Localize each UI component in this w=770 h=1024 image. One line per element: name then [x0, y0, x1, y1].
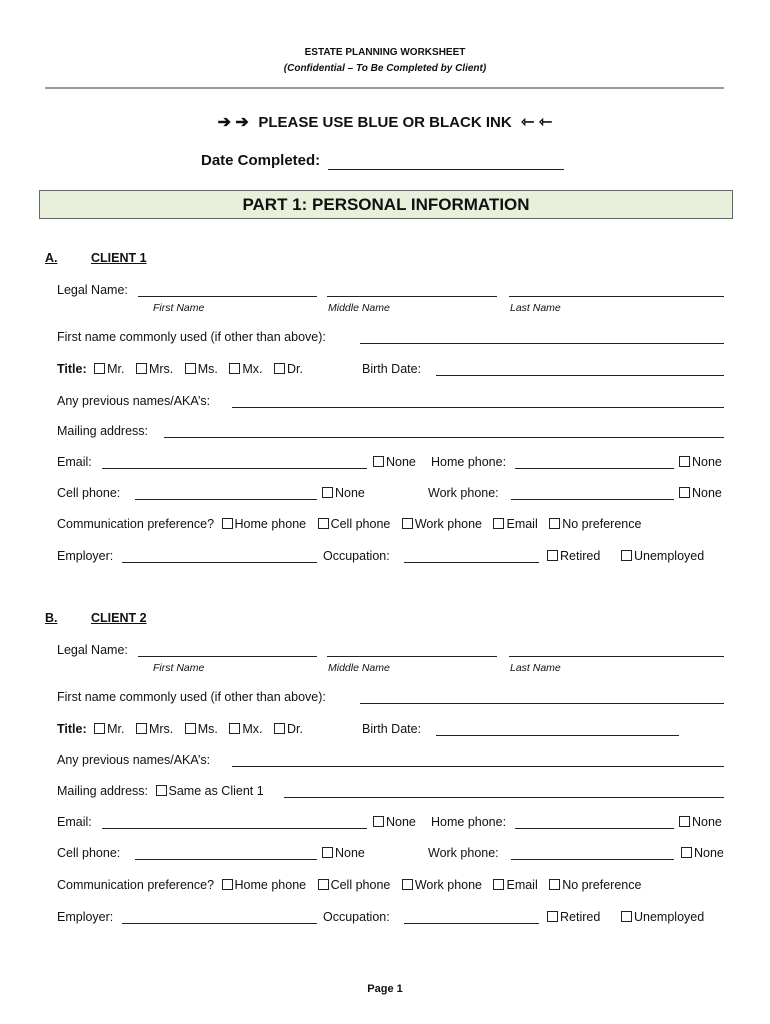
client2-employer-field[interactable]: [122, 923, 317, 924]
client2-comm-pref-row: [57, 878, 641, 892]
client2-letter: B.: [45, 611, 58, 625]
client1-title-row: [57, 362, 311, 376]
title-ms-option[interactable]: Ms.: [185, 722, 218, 736]
title-mrs-option[interactable]: Mrs.: [136, 362, 173, 376]
page-number: Page 1: [367, 983, 403, 995]
title-label: Title:: [57, 722, 87, 736]
checkbox-icon: [373, 816, 384, 827]
occupation-label: Occupation:: [323, 910, 390, 924]
client1-comm-pref-row: [57, 517, 641, 531]
checkbox-icon: [549, 518, 560, 529]
date-completed-label: Date Completed:: [201, 152, 321, 169]
client2-mailing-row: [57, 784, 264, 798]
header-divider: [45, 87, 724, 89]
client1-email-none-option[interactable]: None: [373, 455, 416, 469]
mailing-label: Mailing address:: [57, 784, 149, 798]
checkbox-icon: [156, 785, 167, 796]
checkbox-icon: [136, 723, 147, 734]
checkbox-icon: [274, 723, 285, 734]
checkbox-icon: [318, 518, 329, 529]
checkbox-icon: [679, 487, 690, 498]
client1-letter: A.: [45, 251, 58, 265]
pref-home-option[interactable]: Home phone: [222, 517, 307, 531]
client2-title-row: [57, 722, 311, 736]
first-name-caption: First Name: [153, 662, 205, 674]
pref-cell-option[interactable]: Cell phone: [318, 878, 391, 892]
checkbox-icon: [493, 879, 504, 890]
client2-work-phone-field[interactable]: [511, 859, 674, 860]
title-mx-option[interactable]: Mx.: [229, 722, 262, 736]
checkbox-icon: [679, 456, 690, 467]
client1-work-phone-field[interactable]: [511, 499, 674, 500]
client2-email-none-option[interactable]: None: [373, 815, 416, 829]
title-label: Title:: [57, 362, 87, 376]
last-name-caption: Last Name: [510, 662, 561, 674]
checkbox-icon: [322, 487, 333, 498]
checkbox-icon: [402, 518, 413, 529]
pref-cell-option[interactable]: Cell phone: [318, 517, 391, 531]
pref-home-option[interactable]: Home phone: [222, 878, 307, 892]
last-name-caption: Last Name: [510, 302, 561, 314]
title-mr-option[interactable]: Mr.: [94, 362, 124, 376]
left-arrows-icon: ⇽ ⇽: [521, 114, 553, 131]
ink-instruction-text: PLEASE USE BLUE OR BLACK INK: [258, 114, 512, 131]
client2-common-name-field[interactable]: [360, 703, 724, 704]
client1-first-name-field[interactable]: [138, 296, 317, 297]
right-arrows-icon: ➔ ➔: [217, 114, 249, 131]
client2-home-phone-field[interactable]: [515, 828, 674, 829]
checkbox-icon: [493, 518, 504, 529]
client2-birth-date-field[interactable]: [436, 735, 679, 736]
client2-occupation-field[interactable]: [404, 923, 539, 924]
title-dr-option[interactable]: Dr.: [274, 362, 303, 376]
home-phone-label: Home phone:: [431, 455, 507, 469]
middle-name-caption: Middle Name: [328, 662, 390, 674]
checkbox-icon: [549, 879, 560, 890]
client1-retired-option[interactable]: Retired: [547, 549, 600, 563]
work-phone-label: Work phone:: [428, 486, 499, 500]
same-as-client1-option[interactable]: Same as Client 1: [156, 784, 264, 798]
checkbox-icon: [222, 879, 233, 890]
client1-common-name-field[interactable]: [360, 343, 724, 344]
title-mx-option[interactable]: Mx.: [229, 362, 262, 376]
client2-cell-none-option[interactable]: None: [322, 846, 365, 860]
checkbox-icon: [318, 879, 329, 890]
home-phone-label: Home phone:: [431, 815, 507, 829]
pref-none-option[interactable]: No preference: [549, 517, 641, 531]
checkbox-icon: [621, 550, 632, 561]
aka-label: Any previous names/AKA’s:: [57, 394, 211, 408]
checkbox-icon: [274, 363, 285, 374]
title-mrs-option[interactable]: Mrs.: [136, 722, 173, 736]
common-name-label: First name commonly used (if other than above):: [57, 690, 326, 704]
worksheet-title: ESTATE PLANNING WORKSHEET: [304, 47, 466, 58]
client1-last-name-field[interactable]: [509, 296, 724, 297]
pref-work-option[interactable]: Work phone: [402, 878, 482, 892]
checkbox-icon: [681, 847, 692, 858]
client1-cell-phone-field[interactable]: [135, 499, 317, 500]
checkbox-icon: [402, 879, 413, 890]
legal-name-label: Legal Name:: [57, 283, 128, 297]
pref-work-option[interactable]: Work phone: [402, 517, 482, 531]
checkbox-icon: [679, 816, 690, 827]
client1-cell-none-option[interactable]: None: [322, 486, 365, 500]
checkbox-icon: [229, 723, 240, 734]
client2-first-name-field[interactable]: [138, 656, 317, 657]
client1-birth-date-field[interactable]: [436, 375, 724, 376]
checkbox-icon: [373, 456, 384, 467]
checkbox-icon: [222, 518, 233, 529]
employer-label: Employer:: [57, 549, 114, 563]
checkbox-icon: [322, 847, 333, 858]
client2-home-none-option[interactable]: None: [679, 815, 722, 829]
comm-pref-label: Communication preference?: [57, 517, 215, 531]
client2-heading: CLIENT 2: [91, 611, 147, 625]
legal-name-label: Legal Name:: [57, 643, 128, 657]
first-name-caption: First Name: [153, 302, 205, 314]
email-label: Email:: [57, 815, 92, 829]
comm-pref-label: Communication preference?: [57, 878, 215, 892]
work-phone-label: Work phone:: [428, 846, 499, 860]
client2-unemployed-option[interactable]: Unemployed: [621, 910, 704, 924]
cell-phone-label: Cell phone:: [57, 486, 121, 500]
mailing-label: Mailing address:: [57, 424, 149, 438]
cell-phone-label: Cell phone:: [57, 846, 121, 860]
client2-middle-name-field[interactable]: [327, 656, 497, 657]
checkbox-icon: [185, 363, 196, 374]
client2-work-none-option[interactable]: None: [681, 846, 724, 860]
title-mr-option[interactable]: Mr.: [94, 722, 124, 736]
checkbox-icon: [621, 911, 632, 922]
client1-work-none-option[interactable]: None: [679, 486, 722, 500]
birth-date-label: Birth Date:: [362, 722, 422, 736]
checkbox-icon: [547, 911, 558, 922]
pref-email-option[interactable]: Email: [493, 517, 537, 531]
date-completed-field[interactable]: [328, 169, 564, 170]
client1-middle-name-field[interactable]: [327, 296, 497, 297]
employer-label: Employer:: [57, 910, 114, 924]
email-label: Email:: [57, 455, 92, 469]
aka-label: Any previous names/AKA’s:: [57, 753, 211, 767]
occupation-label: Occupation:: [323, 549, 390, 563]
middle-name-caption: Middle Name: [328, 302, 390, 314]
client1-aka-field[interactable]: [232, 407, 724, 408]
client1-home-none-option[interactable]: None: [679, 455, 722, 469]
ink-instruction: [0, 112, 770, 132]
pref-email-option[interactable]: Email: [493, 878, 537, 892]
checkbox-icon: [229, 363, 240, 374]
client1-home-phone-field[interactable]: [515, 468, 674, 469]
client2-last-name-field[interactable]: [509, 656, 724, 657]
common-name-label: First name commonly used (if other than above):: [57, 330, 326, 344]
checkbox-icon: [94, 363, 105, 374]
part1-title: PART 1: PERSONAL INFORMATION: [242, 195, 530, 214]
birth-date-label: Birth Date:: [362, 362, 422, 376]
checkbox-icon: [136, 363, 147, 374]
title-ms-option[interactable]: Ms.: [185, 362, 218, 376]
worksheet-subtitle: (Confidential – To Be Completed by Client): [283, 63, 487, 74]
part1-banner: [39, 190, 733, 219]
checkbox-icon: [185, 723, 196, 734]
client1-heading: CLIENT 1: [91, 251, 147, 265]
client2-retired-option[interactable]: Retired: [547, 910, 600, 924]
client1-unemployed-option[interactable]: Unemployed: [621, 549, 704, 563]
checkbox-icon: [547, 550, 558, 561]
title-dr-option[interactable]: Dr.: [274, 722, 303, 736]
client2-aka-field[interactable]: [232, 766, 724, 767]
client1-email-field[interactable]: [102, 468, 367, 469]
client1-employer-field[interactable]: [122, 562, 317, 563]
pref-none-option[interactable]: No preference: [549, 878, 641, 892]
client1-mailing-field[interactable]: [164, 437, 724, 438]
checkbox-icon: [94, 723, 105, 734]
client2-cell-phone-field[interactable]: [135, 859, 317, 860]
client2-email-field[interactable]: [102, 828, 367, 829]
client1-occupation-field[interactable]: [404, 562, 539, 563]
client2-mailing-field[interactable]: [284, 797, 724, 798]
